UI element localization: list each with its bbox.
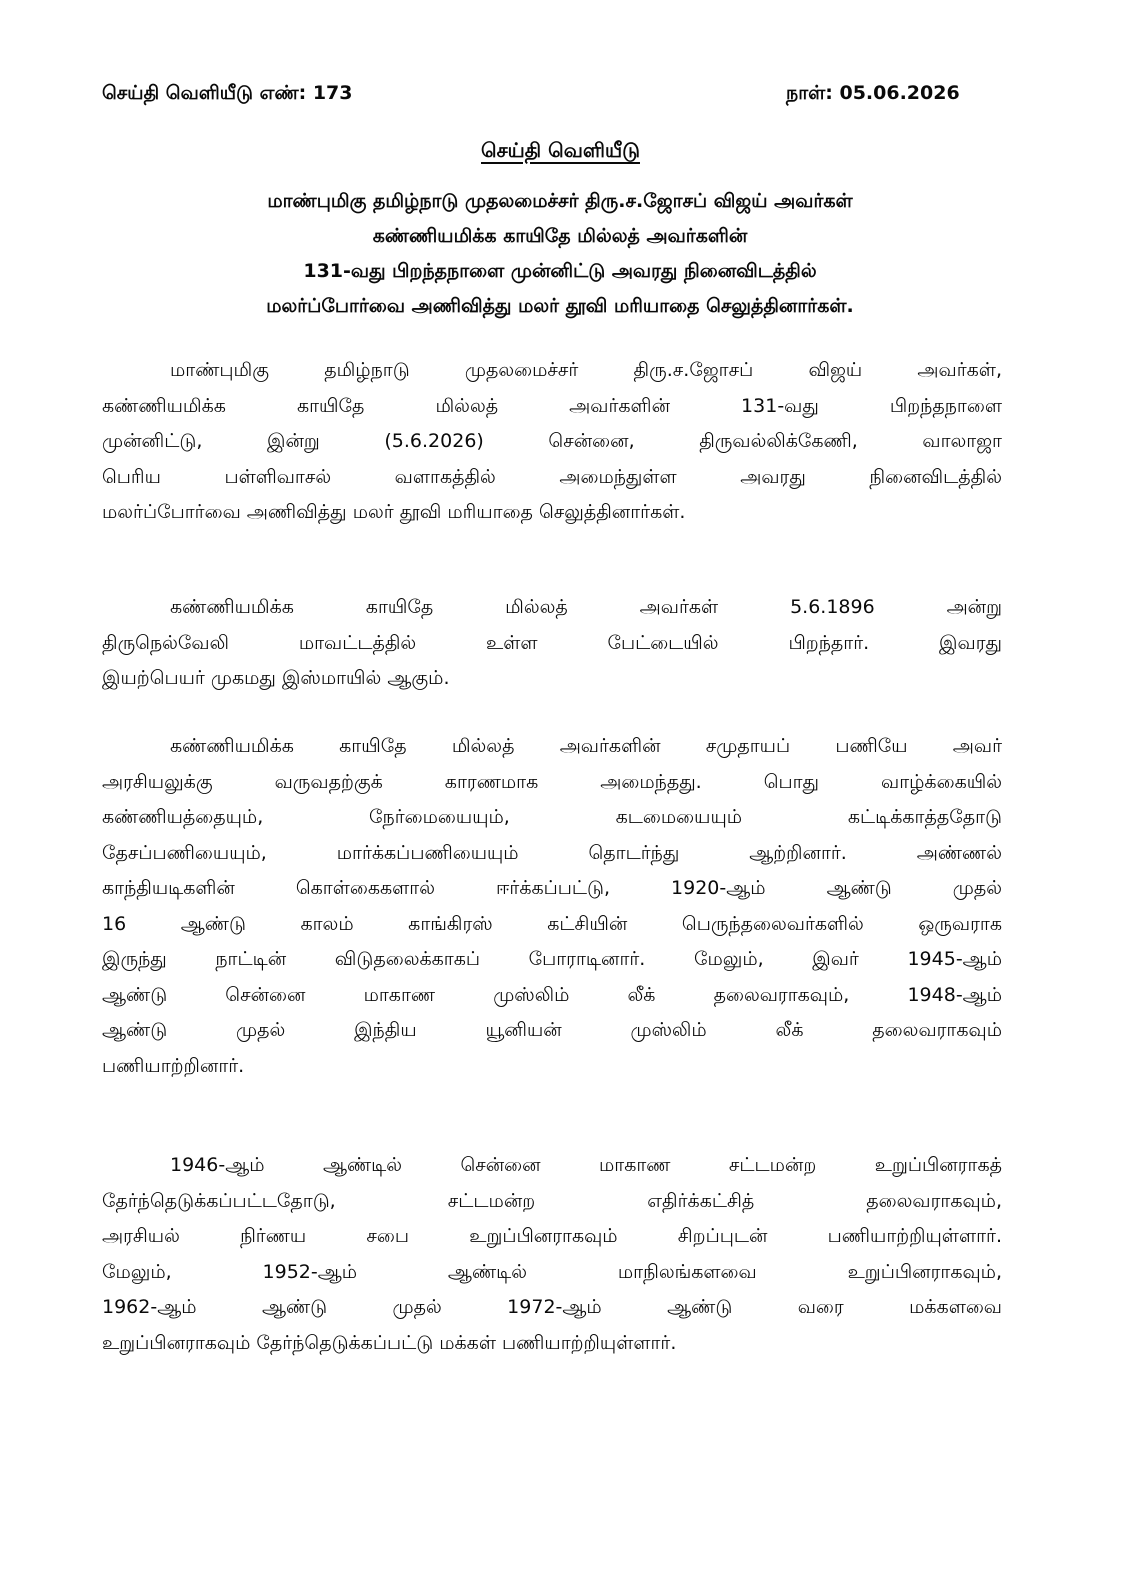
paragraph-line: முன்னிட்டு, இன்று (5.6.2026) சென்னை, திருவல்லிக்கேணி, வாலாஜா (102, 430, 1002, 452)
paragraph-line: 1962-ஆம் ஆண்டு முதல் 1972-ஆம் ஆண்டு வரை மக்களவை (102, 1296, 1002, 1318)
paragraph-line: அரசியலுக்கு வருவதற்குக் காரணமாக அமைந்தது. பொது வாழ்க்கையில் (102, 770, 1002, 793)
headline-line: மலர்ப்போர்வை அணிவித்து மலர் தூவி மரியாதை செலுத்தினார்கள். (266, 295, 854, 317)
paragraph-line: தேசப்பணியையும், மார்க்கப்பணியையும் தொடர்ந்து ஆற்றினார். அண்ணல் (102, 841, 1002, 864)
release-number: செய்தி வெளியீடு எண்: 173 (102, 82, 353, 104)
body-paragraph-4 (102, 1148, 1002, 1361)
paragraph-line: 16 ஆண்டு காலம் காங்கிரஸ் கட்சியின் பெருந்தலைவர்களில் ஒருவராக (102, 912, 1002, 935)
paragraph-line: ஆண்டு முதல் இந்திய யூனியன் முஸ்லிம் லீக் தலைவராகவும் (102, 1019, 1002, 1041)
paragraph-line: இயற்பெயர் முகமது இஸ்மாயில் ஆகும். (102, 667, 450, 689)
paragraph-line: கண்ணியமிக்க காயிதே மில்லத் அவர்களின் 131-வது பிறந்தநாளை (102, 394, 1002, 417)
paragraph-line: இருந்து நாட்டின் விடுதலைக்காகப் போராடினார். மேலும், இவர் 1945-ஆம் (102, 948, 1002, 970)
headline (80, 186, 1040, 326)
paragraph-line: மேலும், 1952-ஆம் ஆண்டில் மாநிலங்களவை உறுப்பினராகவும், (102, 1260, 1002, 1283)
paragraph-line: மலர்ப்போர்வை அணிவித்து மலர் தூவி மரியாதை செலுத்தினார்கள். (102, 501, 686, 523)
paragraph-line: மாண்புமிகு தமிழ்நாடு முதலமைச்சர் திரு.ச.ஜோசப் விஜய் அவர்கள், (170, 359, 1002, 381)
paragraph-line: திருநெல்வேலி மாவட்டத்தில் உள்ள பேட்டையில் பிறந்தார். இவரது (102, 631, 1002, 654)
paragraph-line: காந்தியடிகளின் கொள்கைகளால் ஈர்க்கப்பட்டு, 1920-ஆம் ஆண்டு முதல் (102, 877, 1002, 899)
body-paragraph-2 (102, 590, 1002, 697)
paragraph-line: கண்ணியமிக்க காயிதே மில்லத் அவர்கள் 5.6.1896 அன்று (170, 596, 1002, 618)
paragraph-line: அரசியல் நிர்ணய சபை உறுப்பினராகவும் சிறப்புடன் பணியாற்றியுள்ளார். (102, 1225, 1002, 1247)
body-paragraph-3 (102, 729, 1002, 1084)
paragraph-line: 1946-ஆம் ஆண்டில் சென்னை மாகாண சட்டமன்ற உறுப்பினராகத் (170, 1154, 1002, 1176)
paragraph-line: பணியாற்றினார். (102, 1054, 245, 1077)
paragraph-line: கண்ணியத்தையும், நேர்மையையும், கடமையையும் கட்டிக்காத்ததோடு (102, 806, 1002, 828)
paragraph-line: ஆண்டு சென்னை மாகாண முஸ்லிம் லீக் தலைவராகவும், 1948-ஆம் (102, 983, 1002, 1006)
document-title (0, 136, 1121, 164)
paragraph-line: தேர்ந்தெடுக்கப்பட்டதோடு, சட்டமன்ற எதிர்க்கட்சித் தலைவராகவும், (102, 1189, 1002, 1212)
headline-line: மாண்புமிகு தமிழ்நாடு முதலமைச்சர் திரு.ச.ஜோசப் விஜய் அவர்கள் (267, 190, 853, 212)
body-paragraph-1 (102, 353, 1002, 531)
document-title-text: செய்தி வெளியீடு (481, 138, 640, 162)
headline-line: 131-வது பிறந்தநாளை முன்னிட்டு அவரது நினைவிடத்தில் (303, 260, 817, 282)
paragraph-line: உறுப்பினராகவும் தேர்ந்தெடுக்கப்பட்டு மக்கள் பணியாற்றியுள்ளார். (102, 1331, 677, 1354)
release-date: நாள்: 05.06.2026 (786, 82, 960, 104)
paragraph-line: கண்ணியமிக்க காயிதே மில்லத் அவர்களின் சமுதாயப் பணியே அவர் (170, 735, 1002, 757)
paragraph-line: பெரிய பள்ளிவாசல் வளாகத்தில் அமைந்துள்ள அவரது நினைவிடத்தில் (102, 465, 1002, 488)
headline-line: கண்ணியமிக்க காயிதே மில்லத் அவர்களின் (372, 225, 748, 247)
